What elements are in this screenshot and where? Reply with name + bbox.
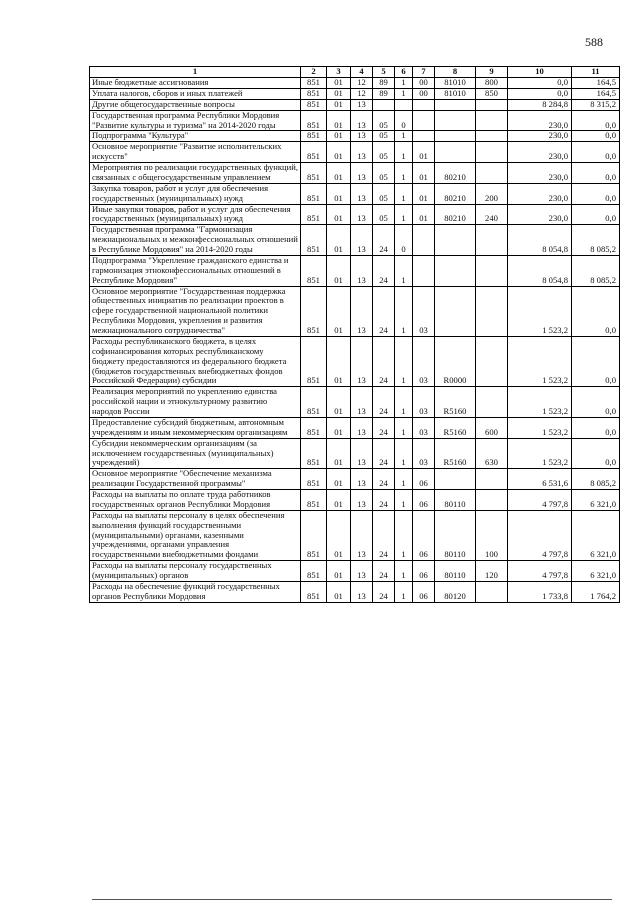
row-name-cell: Основное мероприятие "Обеспечение механизма реализации Государственной программы" (90, 469, 301, 490)
row-cell-col-10: 1 523,2 (508, 286, 572, 336)
row-cell-col-6: 1 (395, 561, 413, 582)
table-row (90, 286, 620, 336)
row-cell-col-6: 1 (395, 581, 413, 602)
row-cell-col-3: 01 (327, 438, 351, 469)
row-cell-col-4: 13 (351, 510, 373, 560)
row-cell-col-2: 851 (301, 204, 327, 225)
row-cell-col-2: 851 (301, 336, 327, 386)
table-row (90, 255, 620, 286)
row-cell-col-3: 01 (327, 255, 351, 286)
row-cell-col-11: 6 321,0 (572, 490, 620, 511)
row-cell-col-10: 1 523,2 (508, 438, 572, 469)
table-row (90, 142, 620, 163)
row-cell-col-11: 8 085,2 (572, 469, 620, 490)
row-cell-col-8 (435, 131, 476, 142)
table-row (90, 131, 620, 142)
row-cell-col-9: 200 (476, 183, 508, 204)
row-cell-col-9 (476, 255, 508, 286)
row-cell-col-8 (435, 255, 476, 286)
table-row (90, 78, 620, 89)
row-cell-col-6 (395, 99, 413, 110)
row-cell-col-6: 1 (395, 88, 413, 99)
row-name-cell: Расходы на выплаты по оплате труда работников государственных органов Республики Мордовия (90, 490, 301, 511)
column-header-11: 11 (572, 67, 620, 78)
row-cell-col-7 (413, 225, 435, 256)
row-cell-col-6: 1 (395, 336, 413, 386)
row-cell-col-7: 06 (413, 469, 435, 490)
row-cell-col-5: 24 (373, 581, 395, 602)
row-cell-col-5: 05 (373, 131, 395, 142)
row-cell-col-6: 1 (395, 490, 413, 511)
table-header-row (90, 67, 620, 78)
row-cell-col-6: 1 (395, 183, 413, 204)
row-cell-col-10: 230,0 (508, 142, 572, 163)
row-cell-col-11: 0,0 (572, 163, 620, 184)
row-cell-col-8: R5160 (435, 387, 476, 418)
row-cell-col-4: 12 (351, 78, 373, 89)
row-cell-col-8: 80110 (435, 490, 476, 511)
row-cell-col-7 (413, 131, 435, 142)
row-cell-col-4: 13 (351, 225, 373, 256)
row-cell-col-8: 80120 (435, 581, 476, 602)
row-cell-col-10: 1 523,2 (508, 336, 572, 386)
row-cell-col-9 (476, 286, 508, 336)
table-row (90, 438, 620, 469)
row-cell-col-7 (413, 255, 435, 286)
table-row (90, 581, 620, 602)
row-cell-col-2: 851 (301, 581, 327, 602)
table-row (90, 469, 620, 490)
row-cell-col-8: 81010 (435, 88, 476, 99)
row-cell-col-10: 8 054,8 (508, 255, 572, 286)
row-cell-col-9: 240 (476, 204, 508, 225)
row-cell-col-9: 850 (476, 88, 508, 99)
row-cell-col-11: 0,0 (572, 131, 620, 142)
row-cell-col-10: 8 054,8 (508, 225, 572, 256)
row-cell-col-10: 4 797,8 (508, 561, 572, 582)
row-cell-col-5: 05 (373, 142, 395, 163)
table-row (90, 88, 620, 99)
row-name-cell: Государственная программа Республики Мордовия "Развитие культуры и туризма" на 2014-2020 годы (90, 110, 301, 131)
row-cell-col-6: 0 (395, 110, 413, 131)
row-cell-col-11: 0,0 (572, 336, 620, 386)
row-cell-col-4: 13 (351, 163, 373, 184)
row-cell-col-5: 24 (373, 438, 395, 469)
row-cell-col-11: 0,0 (572, 438, 620, 469)
row-cell-col-11: 164,5 (572, 88, 620, 99)
row-cell-col-10: 230,0 (508, 183, 572, 204)
row-name-cell: Иные бюджетные ассигнования (90, 78, 301, 89)
table-row (90, 561, 620, 582)
row-cell-col-11: 0,0 (572, 286, 620, 336)
row-cell-col-9 (476, 131, 508, 142)
row-cell-col-6: 1 (395, 163, 413, 184)
row-name-cell: Расходы на обеспечение функций государственных органов Республики Мордовия (90, 581, 301, 602)
column-header-10: 10 (508, 67, 572, 78)
row-cell-col-4: 13 (351, 438, 373, 469)
row-name-cell: Основное мероприятие "Государственная поддержка общественных инициатив по реализации проектов в сфере государственной национальной политики Республики Мордовия, укрепления и развития межнационального сотрудничества" (90, 286, 301, 336)
row-cell-col-4: 13 (351, 417, 373, 438)
row-cell-col-2: 851 (301, 469, 327, 490)
table-row (90, 510, 620, 560)
row-cell-col-8 (435, 99, 476, 110)
table-row (90, 417, 620, 438)
row-cell-col-2: 851 (301, 490, 327, 511)
row-cell-col-5: 05 (373, 163, 395, 184)
row-cell-col-5: 24 (373, 490, 395, 511)
row-name-cell: Расходы республиканского бюджета, в целях софинансирования которых республиканскому бюджету предоставляются из федерального бюджета (бюджетов государственных внебюджетных фондов Российской Федерации) субсидии (90, 336, 301, 386)
row-cell-col-5 (373, 99, 395, 110)
row-name-cell: Закупка товаров, работ и услуг для обеспечения государственных (муниципальных) нужд (90, 183, 301, 204)
row-cell-col-2: 851 (301, 417, 327, 438)
row-cell-col-5: 89 (373, 88, 395, 99)
row-cell-col-11: 8 085,2 (572, 225, 620, 256)
row-cell-col-6: 1 (395, 417, 413, 438)
row-cell-col-5: 24 (373, 561, 395, 582)
row-cell-col-2: 851 (301, 88, 327, 99)
row-cell-col-8: 80210 (435, 204, 476, 225)
row-cell-col-10: 4 797,8 (508, 490, 572, 511)
row-cell-col-11: 6 321,0 (572, 561, 620, 582)
row-cell-col-5: 24 (373, 417, 395, 438)
row-cell-col-9 (476, 490, 508, 511)
row-cell-col-4: 13 (351, 142, 373, 163)
row-cell-col-9: 630 (476, 438, 508, 469)
row-cell-col-10: 1 523,2 (508, 387, 572, 418)
row-cell-col-6: 1 (395, 387, 413, 418)
row-cell-col-11: 1 764,2 (572, 581, 620, 602)
row-cell-col-8: 80210 (435, 163, 476, 184)
row-cell-col-4: 13 (351, 204, 373, 225)
row-cell-col-9: 600 (476, 417, 508, 438)
row-cell-col-6: 1 (395, 255, 413, 286)
row-cell-col-8: R5160 (435, 438, 476, 469)
row-cell-col-3: 01 (327, 163, 351, 184)
row-cell-col-3: 01 (327, 99, 351, 110)
table-row (90, 336, 620, 386)
row-cell-col-6: 1 (395, 204, 413, 225)
row-cell-col-9 (476, 225, 508, 256)
row-name-cell: Подпрограмма "Укрепление гражданского единства и гармонизация этноконфессиональных отношений в Республике Мордовия" (90, 255, 301, 286)
column-header-9: 9 (476, 67, 508, 78)
row-cell-col-2: 851 (301, 255, 327, 286)
row-cell-col-11: 0,0 (572, 183, 620, 204)
row-cell-col-9 (476, 581, 508, 602)
row-cell-col-6: 1 (395, 510, 413, 560)
row-cell-col-7: 03 (413, 387, 435, 418)
row-cell-col-11: 0,0 (572, 142, 620, 163)
row-cell-col-3: 01 (327, 110, 351, 131)
page-number: 588 (585, 35, 603, 49)
row-cell-col-2: 851 (301, 286, 327, 336)
row-cell-col-11: 8 315,2 (572, 99, 620, 110)
row-cell-col-5: 89 (373, 78, 395, 89)
row-name-cell: Предоставление субсидий бюджетным, автономным учреждениям и иным некоммерческим организациям (90, 417, 301, 438)
row-cell-col-6: 1 (395, 469, 413, 490)
row-name-cell: Основное мероприятие "Развитие исполнительских искусств" (90, 142, 301, 163)
row-cell-col-5: 05 (373, 204, 395, 225)
table-body (90, 78, 620, 603)
column-header-4: 4 (351, 67, 373, 78)
table-row (90, 225, 620, 256)
row-cell-col-3: 01 (327, 510, 351, 560)
row-cell-col-4: 13 (351, 286, 373, 336)
row-name-cell: Реализация мероприятий по укреплению единства российской нации и этнокультурному развитию народов России (90, 387, 301, 418)
row-cell-col-5: 24 (373, 510, 395, 560)
row-cell-col-6: 1 (395, 142, 413, 163)
row-cell-col-10: 4 797,8 (508, 510, 572, 560)
row-cell-col-4: 13 (351, 131, 373, 142)
row-cell-col-7 (413, 99, 435, 110)
row-cell-col-4: 13 (351, 490, 373, 511)
column-header-3: 3 (327, 67, 351, 78)
row-cell-col-9: 800 (476, 78, 508, 89)
row-cell-col-8 (435, 286, 476, 336)
row-cell-col-3: 01 (327, 469, 351, 490)
footer-divider (92, 899, 612, 900)
row-cell-col-9 (476, 142, 508, 163)
row-cell-col-7: 06 (413, 581, 435, 602)
row-cell-col-3: 01 (327, 204, 351, 225)
row-cell-col-2: 851 (301, 387, 327, 418)
row-cell-col-4: 13 (351, 99, 373, 110)
row-cell-col-5: 24 (373, 255, 395, 286)
row-cell-col-10: 8 284,8 (508, 99, 572, 110)
table-row (90, 387, 620, 418)
row-cell-col-5: 05 (373, 110, 395, 131)
row-cell-col-10: 230,0 (508, 131, 572, 142)
row-name-cell: Другие общегосударственные вопросы (90, 99, 301, 110)
row-cell-col-5: 24 (373, 469, 395, 490)
row-cell-col-11: 0,0 (572, 110, 620, 131)
row-cell-col-9 (476, 469, 508, 490)
row-cell-col-6: 1 (395, 438, 413, 469)
row-cell-col-9 (476, 336, 508, 386)
row-cell-col-9 (476, 387, 508, 418)
row-cell-col-7: 01 (413, 163, 435, 184)
column-header-6: 6 (395, 67, 413, 78)
row-cell-col-3: 01 (327, 88, 351, 99)
row-cell-col-8 (435, 225, 476, 256)
row-cell-col-6: 1 (395, 78, 413, 89)
row-cell-col-7: 03 (413, 417, 435, 438)
row-name-cell: Мероприятия по реализации государственных функций, связанных с общегосударственным управлением (90, 163, 301, 184)
row-cell-col-3: 01 (327, 561, 351, 582)
row-cell-col-7: 01 (413, 142, 435, 163)
row-cell-col-5: 24 (373, 336, 395, 386)
row-cell-col-3: 01 (327, 78, 351, 89)
row-cell-col-3: 01 (327, 417, 351, 438)
column-header-2: 2 (301, 67, 327, 78)
row-cell-col-3: 01 (327, 183, 351, 204)
row-cell-col-8 (435, 110, 476, 131)
row-cell-col-4: 13 (351, 561, 373, 582)
row-cell-col-9: 100 (476, 510, 508, 560)
table-row (90, 110, 620, 131)
row-cell-col-10: 1 733,8 (508, 581, 572, 602)
row-cell-col-3: 01 (327, 581, 351, 602)
column-header-7: 7 (413, 67, 435, 78)
row-cell-col-9 (476, 110, 508, 131)
row-cell-col-3: 01 (327, 225, 351, 256)
row-cell-col-3: 01 (327, 387, 351, 418)
row-cell-col-2: 851 (301, 131, 327, 142)
row-name-cell: Расходы на выплаты персоналу в целях обеспечения выполнения функций государственными (муниципальными) органами, казенными учреждениями, органами управления государственными внебюджетными фондами (90, 510, 301, 560)
row-cell-col-2: 851 (301, 561, 327, 582)
row-cell-col-6: 1 (395, 131, 413, 142)
row-name-cell: Государственная программа "Гармонизация межнациональных и межконфессиональных отношений в Республике Мордовия" на 2014-2020 годы (90, 225, 301, 256)
row-cell-col-11: 0,0 (572, 204, 620, 225)
row-cell-col-5: 24 (373, 286, 395, 336)
table-row (90, 490, 620, 511)
row-cell-col-2: 851 (301, 183, 327, 204)
row-cell-col-2: 851 (301, 510, 327, 560)
row-cell-col-7: 06 (413, 510, 435, 560)
row-cell-col-6: 0 (395, 225, 413, 256)
row-cell-col-3: 01 (327, 142, 351, 163)
row-cell-col-10: 230,0 (508, 110, 572, 131)
row-cell-col-7: 03 (413, 286, 435, 336)
row-cell-col-11: 0,0 (572, 387, 620, 418)
row-cell-col-11: 8 085,2 (572, 255, 620, 286)
row-cell-col-3: 01 (327, 490, 351, 511)
row-cell-col-7 (413, 110, 435, 131)
row-cell-col-8 (435, 469, 476, 490)
row-name-cell: Расходы на выплаты персоналу государственных (муниципальных) органов (90, 561, 301, 582)
row-cell-col-8: 80110 (435, 510, 476, 560)
row-name-cell: Подпрограмма "Культура" (90, 131, 301, 142)
row-cell-col-5: 24 (373, 387, 395, 418)
column-header-8: 8 (435, 67, 476, 78)
row-cell-col-10: 1 523,2 (508, 417, 572, 438)
row-cell-col-7: 01 (413, 204, 435, 225)
row-name-cell: Иные закупки товаров, работ и услуг для обеспечения государственных (муниципальных) нужд (90, 204, 301, 225)
row-cell-col-10: 0,0 (508, 88, 572, 99)
row-cell-col-4: 13 (351, 581, 373, 602)
row-cell-col-8: R0000 (435, 336, 476, 386)
row-cell-col-7: 03 (413, 438, 435, 469)
row-cell-col-4: 13 (351, 387, 373, 418)
budget-table (89, 66, 620, 603)
row-cell-col-2: 851 (301, 78, 327, 89)
row-cell-col-4: 13 (351, 469, 373, 490)
row-cell-col-10: 230,0 (508, 163, 572, 184)
row-cell-col-2: 851 (301, 225, 327, 256)
column-header-5: 5 (373, 67, 395, 78)
row-cell-col-9 (476, 99, 508, 110)
row-cell-col-8: 80210 (435, 183, 476, 204)
row-cell-col-9 (476, 163, 508, 184)
row-cell-col-7: 06 (413, 561, 435, 582)
table-row (90, 99, 620, 110)
row-cell-col-7: 03 (413, 336, 435, 386)
row-cell-col-3: 01 (327, 286, 351, 336)
row-cell-col-10: 6 531,6 (508, 469, 572, 490)
row-cell-col-10: 0,0 (508, 78, 572, 89)
row-cell-col-2: 851 (301, 163, 327, 184)
row-cell-col-2: 851 (301, 142, 327, 163)
row-name-cell: Субсидии некоммерческим организациям (за исключением государственных (муниципальных) учреждений) (90, 438, 301, 469)
row-cell-col-4: 13 (351, 336, 373, 386)
row-cell-col-11: 0,0 (572, 417, 620, 438)
row-cell-col-8: R5160 (435, 417, 476, 438)
row-cell-col-7: 06 (413, 490, 435, 511)
row-cell-col-2: 851 (301, 99, 327, 110)
row-cell-col-8: 81010 (435, 78, 476, 89)
row-cell-col-7: 00 (413, 78, 435, 89)
row-cell-col-11: 164,5 (572, 78, 620, 89)
row-cell-col-7: 00 (413, 88, 435, 99)
row-cell-col-7: 01 (413, 183, 435, 204)
row-cell-col-9: 120 (476, 561, 508, 582)
row-cell-col-2: 851 (301, 110, 327, 131)
row-cell-col-4: 13 (351, 183, 373, 204)
row-cell-col-4: 12 (351, 88, 373, 99)
row-cell-col-8 (435, 142, 476, 163)
row-cell-col-10: 230,0 (508, 204, 572, 225)
row-cell-col-2: 851 (301, 438, 327, 469)
row-cell-col-4: 13 (351, 255, 373, 286)
row-cell-col-5: 24 (373, 225, 395, 256)
row-cell-col-4: 13 (351, 110, 373, 131)
column-header-1: 1 (90, 67, 301, 78)
row-name-cell: Уплата налогов, сборов и иных платежей (90, 88, 301, 99)
row-cell-col-3: 01 (327, 131, 351, 142)
table-row (90, 183, 620, 204)
table-row (90, 204, 620, 225)
row-cell-col-8: 80110 (435, 561, 476, 582)
row-cell-col-6: 1 (395, 286, 413, 336)
row-cell-col-11: 6 321,0 (572, 510, 620, 560)
row-cell-col-3: 01 (327, 336, 351, 386)
table-row (90, 163, 620, 184)
row-cell-col-5: 05 (373, 183, 395, 204)
